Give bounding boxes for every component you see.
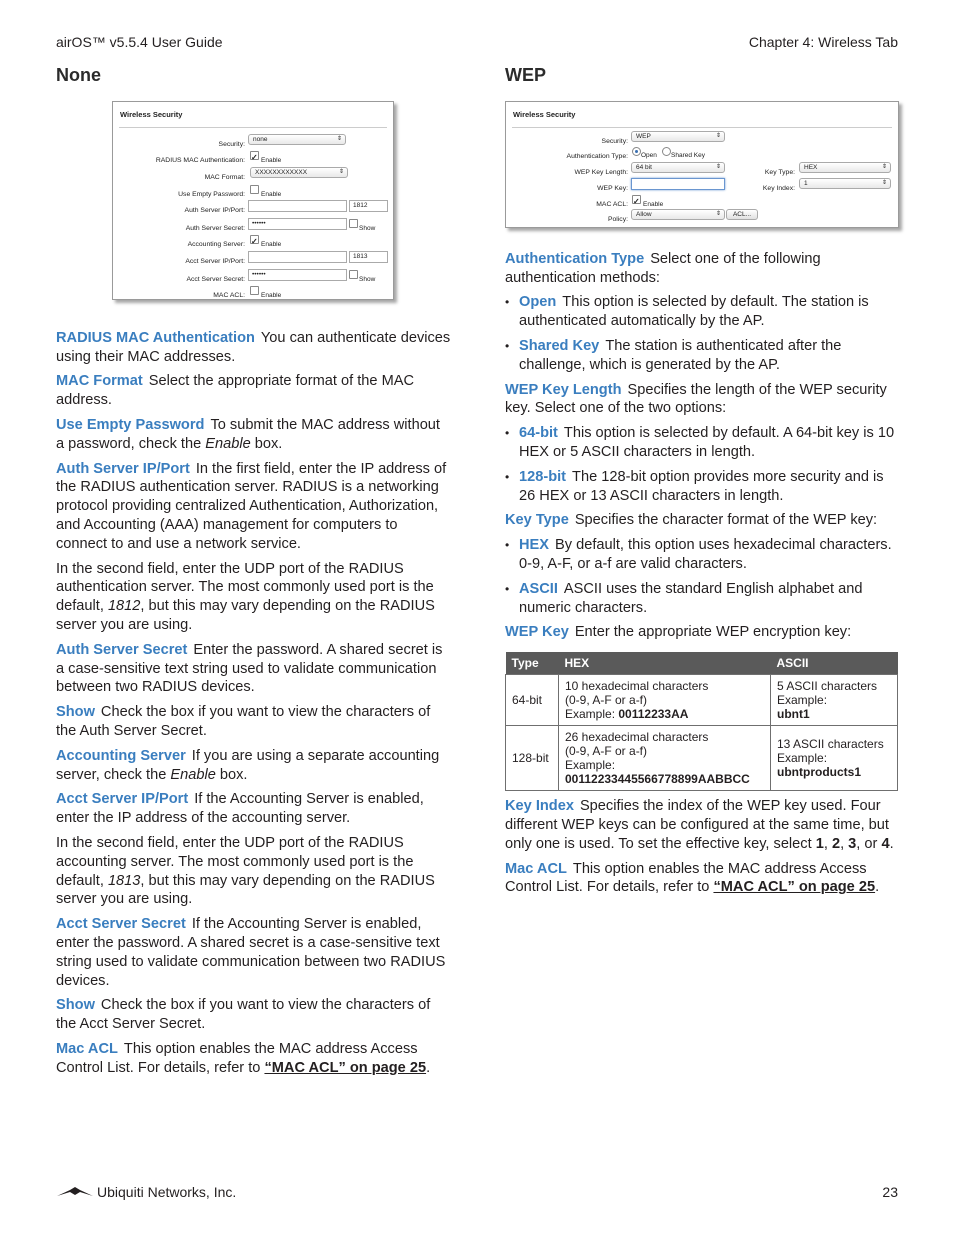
text-auth-ip: In the first field, enter the IP address of the RADIUS authentication server. RADIUS is a networking protocol providing centralized Authentication, Authorization, and Accounting (AAA) management for computers to connect to and use a network service. <box>56 460 447 552</box>
key-index-select[interactable]: 1 ⇕ <box>799 178 891 189</box>
term-acct-secret: Acct Server Secret <box>56 916 186 933</box>
term-64bit: 64-bit <box>519 425 558 442</box>
term-128bit: 128-bit <box>519 468 567 485</box>
ascii-line: Example: <box>777 751 828 766</box>
term-auth-secret: Auth Server Secret <box>56 641 188 658</box>
text-open: This option is selected by default. The station is authenticated automatically by the AP. <box>519 294 869 330</box>
text-accounting-b: box. <box>215 766 248 783</box>
term-shared-key: Shared Key <box>519 337 600 354</box>
text-mac-acl-left: This option enables the MAC address Access Control List. For details, refer to <box>56 1040 418 1076</box>
guide-title: airOS™ v5.5.4 User Guide <box>56 34 223 50</box>
para-acct-port <box>56 834 451 909</box>
ascii-line: 5 ASCII characters <box>777 679 878 694</box>
key-type-label: Key Type: <box>764 168 795 176</box>
acct-ip-label: Acct Server IP/Port: <box>185 257 245 265</box>
list-item <box>505 536 900 574</box>
cell-type: 64-bit <box>506 675 559 726</box>
key-type-list <box>505 536 900 617</box>
mac-acl-link-right[interactable]: “MAC ACL” on page 25 <box>713 879 876 896</box>
text-mac-format: Select the appropriate format of the MAC address. <box>56 373 415 409</box>
mac-acl-enable: Enable <box>261 291 282 299</box>
mac-acl-link-left[interactable]: “MAC ACL” on page 25 <box>264 1059 427 1076</box>
acct-secret-show-checkbox[interactable] <box>349 270 358 279</box>
list-item <box>505 424 900 462</box>
text-64bit: This option is selected by default. A 64-bit key is 10 HEX or 5 ASCII characters in length. <box>519 425 895 460</box>
text-empty-password-b: box. <box>250 435 283 452</box>
radius-mac-label: RADIUS MAC Authentication: <box>155 156 245 164</box>
text-acct-secret: If the Accounting Server is enabled, enter the password. A shared secret is a case-sensitive text string used to validate communication between two RADIUS devices. <box>56 916 446 989</box>
auth-secret-show-checkbox[interactable] <box>349 219 358 228</box>
para-auth-port <box>56 560 451 635</box>
acct-secret-input[interactable]: •••••• <box>248 269 347 281</box>
term-key-length: WEP Key Length <box>505 381 622 398</box>
term-ascii: ASCII <box>519 580 558 597</box>
key-length-label: WEP Key Length: <box>574 168 628 176</box>
radius-mac-enable: Enable <box>261 156 282 164</box>
sep: . <box>889 835 894 852</box>
term-key-type: Key Type <box>505 512 569 529</box>
para-key-length <box>505 381 900 419</box>
em-1813: 1813 <box>107 872 141 889</box>
text-show-acct: Check the box if you want to view the characters of the Acct Server Secret. <box>56 997 431 1033</box>
key-length-select[interactable]: 64 bit ⇕ <box>631 162 725 173</box>
key-index-label: Key Index: <box>762 184 795 192</box>
hex-example-label: Example: <box>565 707 619 722</box>
hex-line: 26 hexadecimal characters <box>565 730 709 745</box>
auth-port-input[interactable]: 1812 <box>349 200 388 212</box>
para-empty-password <box>56 416 451 454</box>
empty-password-label: Use Empty Password: <box>178 190 245 198</box>
chapter-title: Chapter 4: Wireless Tab <box>748 34 898 50</box>
sep: , or <box>856 835 882 852</box>
text-acct-ip: If the Accounting Server is enabled, enter the IP address of the accounting server. <box>56 791 424 827</box>
hex-example-value: 00112233AA <box>618 707 689 722</box>
mac-acl-checkbox[interactable] <box>250 286 259 295</box>
security-label: Security: <box>218 140 245 148</box>
empty-password-enable: Enable <box>261 190 282 198</box>
ascii-line: Example: <box>777 693 828 708</box>
wep-security-screenshot <box>505 101 899 228</box>
accounting-server-checkbox[interactable] <box>250 235 259 244</box>
key-index-4: 4 <box>881 835 890 852</box>
acl-button[interactable]: ACL... <box>726 209 758 220</box>
text-shared-key: The station is authenticated after the challenge, which is generated by the AP. <box>519 337 842 373</box>
wep-heading: WEP <box>505 65 547 85</box>
open-radio[interactable] <box>632 147 641 156</box>
left-column <box>56 66 451 1083</box>
term-empty-password: Use Empty Password <box>56 416 205 433</box>
none-security-screenshot <box>112 101 394 300</box>
cell-ascii <box>771 675 898 726</box>
hex-example-label: Example: <box>565 758 616 773</box>
security-select[interactable]: none ⇕ <box>248 134 346 145</box>
para-mac-acl-left <box>56 1040 451 1078</box>
term-auth-type: Authentication Type <box>505 250 645 267</box>
key-index-3: 3 <box>848 835 857 852</box>
para-acct-ip <box>56 790 451 828</box>
auth-ip-label: Auth Server IP/Port: <box>184 206 245 214</box>
wep-key-table <box>505 652 898 791</box>
para-wep-key <box>505 623 900 642</box>
th-hex: HEX <box>559 652 771 675</box>
auth-type-label: Authentication Type: <box>566 152 628 160</box>
page-number: 23 <box>882 1184 898 1200</box>
policy-select[interactable]: Allow ⇕ <box>631 209 725 220</box>
para-show-auth <box>56 703 451 741</box>
text-empty-password-a: To submit the MAC address without a password, check the <box>56 416 440 452</box>
term-acct-ip: Acct Server IP/Port <box>56 791 189 808</box>
para-mac-format <box>56 372 451 410</box>
acct-secret-label: Acct Server Secret: <box>186 275 245 283</box>
para-auth-type <box>505 250 900 288</box>
wep-security-select[interactable]: WEP ⇕ <box>631 131 725 142</box>
para-key-type <box>505 511 900 530</box>
cell-type: 128-bit <box>506 726 559 791</box>
term-show-auth: Show <box>56 704 95 721</box>
open-radio-label: Open <box>641 151 657 159</box>
ubiquiti-logo-icon <box>56 1186 94 1198</box>
accounting-server-label: Accounting Server: <box>187 240 245 248</box>
term-accounting-server: Accounting Server <box>56 747 186 764</box>
wep-key-input[interactable] <box>631 178 725 190</box>
text-auth-port-b: , but this may vary depending on the RADIUS server you are using. <box>56 598 435 633</box>
key-index-1: 1 <box>815 835 824 852</box>
acct-secret-show-label: Show <box>359 275 376 283</box>
term-mac-acl-left: Mac ACL <box>56 1040 118 1057</box>
text-auth-type: Select one of the following authentication methods: <box>505 250 821 286</box>
acct-ip-input[interactable] <box>248 251 347 263</box>
right-column <box>505 66 900 903</box>
term-radius-mac: RADIUS MAC Authentication <box>56 329 255 346</box>
term-auth-ip: Auth Server IP/Port <box>56 460 190 477</box>
para-auth-secret <box>56 641 451 697</box>
acct-port-input[interactable]: 1813 <box>349 251 388 263</box>
text-mac-acl-left-end: . <box>426 1059 431 1076</box>
list-item <box>505 580 900 618</box>
th-ascii: ASCII <box>771 652 898 675</box>
auth-type-list <box>505 293 900 374</box>
hex-example <box>565 707 764 721</box>
empty-password-checkbox[interactable] <box>250 185 259 194</box>
wep-security-label: Security: <box>601 137 628 145</box>
text-radius-mac: You can authenticate devices using their MAC addresses. <box>56 329 451 365</box>
list-item <box>505 293 900 331</box>
ascii-example-value: ubnt1 <box>777 707 810 722</box>
cell-ascii <box>771 726 898 791</box>
wep-key-label: WEP Key: <box>597 184 628 192</box>
cell-hex <box>559 675 771 726</box>
list-item <box>505 468 900 506</box>
text-mac-acl-right-end: . <box>875 879 880 896</box>
key-type-select[interactable]: HEX ⇕ <box>799 162 891 173</box>
cell-hex <box>559 726 771 791</box>
mac-acl-label: MAC ACL: <box>213 291 245 299</box>
shared-key-radio[interactable] <box>662 147 671 156</box>
term-mac-format: MAC Format <box>56 373 143 390</box>
em-1812: 1812 <box>107 598 141 615</box>
hex-line: (0-9, A-F or a-f) <box>565 744 648 759</box>
wep-mac-acl-checkbox[interactable] <box>632 195 641 204</box>
text-acct-port-b: , but this may vary depending on the RADIUS server you are using. <box>56 872 435 908</box>
text-key-type: Specifies the character format of the WEP key: <box>574 512 878 529</box>
para-auth-ip <box>56 460 451 554</box>
term-key-index: Key Index <box>505 798 574 815</box>
th-type: Type <box>506 652 559 675</box>
accounting-server-enable: Enable <box>261 240 282 248</box>
text-hex: By default, this option uses hexadecimal characters. 0-9, A-F, or a-f are valid characters. <box>519 537 892 572</box>
hex-line: (0-9, A-F or a-f) <box>565 693 648 708</box>
mac-format-label: MAC Format: <box>204 173 245 181</box>
table-header-row <box>506 652 898 675</box>
term-mac-acl-right: Mac ACL <box>505 860 567 877</box>
term-hex: HEX <box>519 537 550 554</box>
text-ascii: ASCII uses the standard English alphabet and numeric characters. <box>519 580 863 616</box>
ascii-example-value: ubntproducts1 <box>777 765 861 780</box>
em-enable-2: Enable <box>170 766 216 783</box>
wep-shot-title: Wireless Security <box>513 109 576 119</box>
auth-secret-label: Auth Server Secret: <box>185 224 245 232</box>
key-length-list <box>505 424 900 505</box>
para-key-index <box>505 797 900 853</box>
none-heading: None <box>56 65 101 85</box>
shot-title: Wireless Security <box>120 109 183 119</box>
para-mac-acl-right <box>505 860 900 898</box>
company-name: Ubiquiti Networks, Inc. <box>97 1184 237 1200</box>
key-index-2: 2 <box>831 835 841 852</box>
text-key-length: Specifies the length of the WEP security key. Select one of the two options: <box>505 381 887 417</box>
text-128bit: The 128-bit option provides more security and is 26 HEX or 13 ASCII characters in length. <box>519 468 884 504</box>
mac-format-select[interactable]: XXXXXXXXXXXX ⇕ <box>250 167 348 178</box>
sep: , <box>823 835 832 852</box>
wep-mac-acl-label: MAC ACL: <box>596 200 628 208</box>
term-show-acct: Show <box>56 997 95 1014</box>
text-accounting-a: If you are using a separate accounting server, check the <box>56 747 440 783</box>
term-open: Open <box>519 294 557 311</box>
wep-mac-acl-enable: Enable <box>643 200 664 208</box>
para-accounting-server <box>56 747 451 785</box>
list-item <box>505 337 900 375</box>
policy-label: Policy: <box>607 215 628 223</box>
table-row <box>506 675 898 726</box>
auth-ip-input[interactable] <box>248 200 347 212</box>
ascii-line: 13 ASCII characters <box>777 737 884 752</box>
para-radius-mac <box>56 329 451 367</box>
auth-secret-show-label: Show <box>359 224 376 232</box>
para-show-acct <box>56 996 451 1034</box>
footer-company <box>56 1184 236 1200</box>
text-auth-secret: Enter the password. A shared secret is a case-sensitive text string used to validate communication between two RADIUS devices. <box>56 641 443 696</box>
term-wep-key: WEP Key <box>505 624 569 641</box>
text-key-index: Specifies the index of the WEP key used. Four different WEP keys can be configured at the same time, but only one is used. To set the effective key, select <box>505 798 889 852</box>
hex-line: 10 hexadecimal characters <box>565 679 709 694</box>
radius-mac-checkbox[interactable] <box>250 151 259 160</box>
sep: , <box>840 835 849 852</box>
hex-example-value: 00112233445566778899AABBCC <box>565 772 750 787</box>
auth-secret-input[interactable]: •••••• <box>248 218 347 230</box>
text-acct-port-a: In the second field, enter the UDP port of the RADIUS accounting server. The most commonly used port is the default, <box>56 834 414 889</box>
shared-key-radio-label: Shared Key <box>671 151 705 159</box>
para-acct-secret <box>56 915 451 990</box>
em-enable: Enable <box>205 435 251 452</box>
text-mac-acl-right: This option enables the MAC address Access Control List. For details, refer to <box>505 860 867 896</box>
table-row <box>506 726 898 791</box>
text-auth-port-a: In the second field, enter the UDP port of the RADIUS authentication server. The most commonly used port is the default, <box>56 560 434 615</box>
text-show-auth: Check the box if you want to view the characters of the Auth Server Secret. <box>56 704 431 739</box>
text-wep-key: Enter the appropriate WEP encryption key: <box>574 624 852 641</box>
